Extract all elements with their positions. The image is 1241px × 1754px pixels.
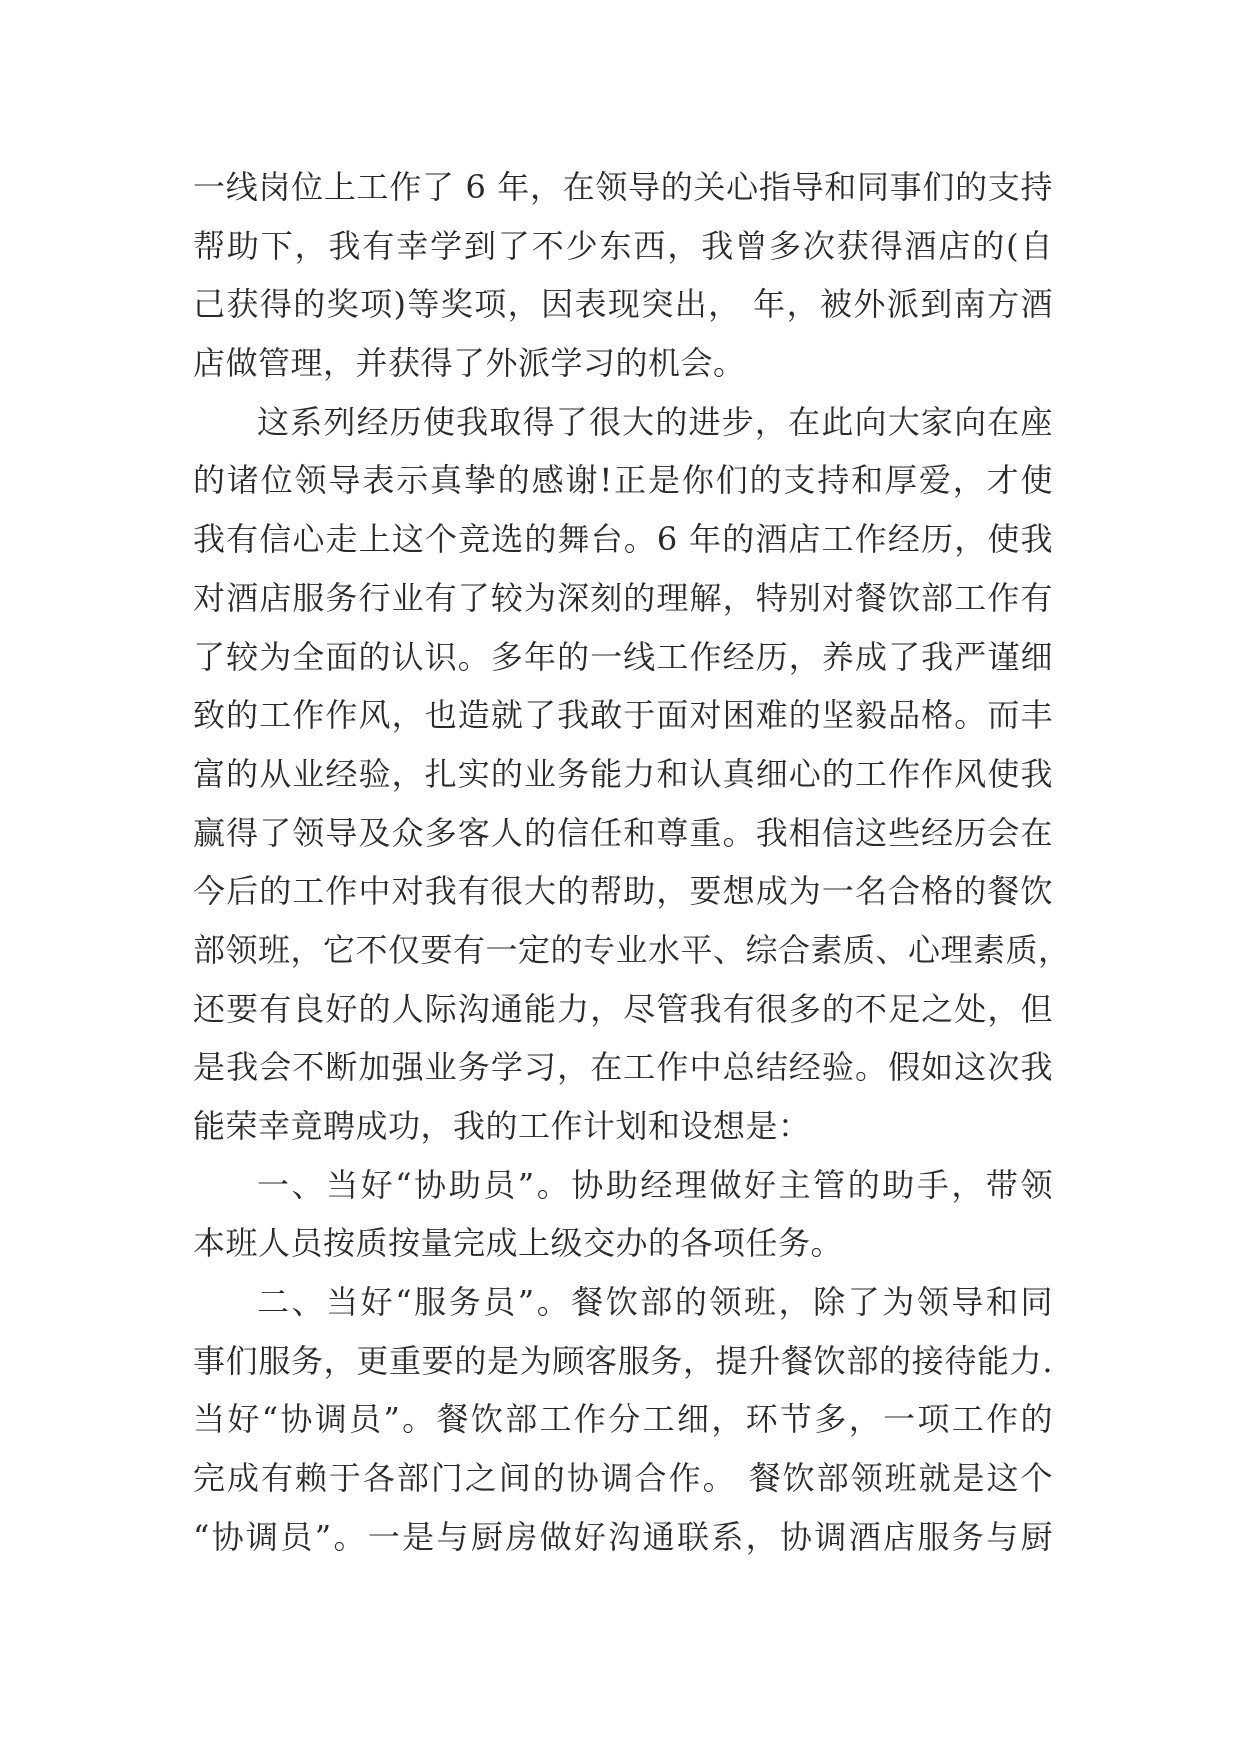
text-line: 富的从业经验，扎实的业务能力和认真细心的工作作风使我 (193, 754, 1053, 793)
text-line: 部领班，它不仅要有一定的专业水平、综合素质、心理素质， (193, 930, 1071, 969)
text-line: 店做管理，并获得了外派学习的机会。 (193, 344, 746, 383)
text-line: 能荣幸竟聘成功，我的工作计划和设想是： (193, 1107, 811, 1145)
text-line: 我有信心走上这个竞选的舞台。6 年的酒店工作经历，使我 (193, 520, 1053, 559)
body-text (193, 158, 1071, 1567)
text-line: 本班人员按质按量完成上级交办的各项任务。 (193, 1224, 844, 1263)
text-line: 帮助下，我有幸学到了不少东西，我曾多次获得酒店的(自 (193, 226, 1053, 265)
text-line: 己获得的奖项)等奖项，因表现突出， 年，被外派到南方酒 (193, 285, 1053, 324)
text-line: 是我会不断加强业务学习，在工作中总结经验。假如这次我 (193, 1048, 1053, 1087)
text-line: 还要有良好的人际沟通能力，尽管我有很多的不足之处，但 (193, 989, 1053, 1028)
text-line: 致的工作作风，也造就了我敢于面对困难的坚毅品格。而丰 (193, 696, 1053, 735)
text-line: 当好“协调员”。餐饮部工作分工细，环节多，一项工作的 (193, 1400, 1053, 1439)
text-line: “协调员”。一是与厨房做好沟通联系，协调酒店服务与厨 (193, 1517, 1053, 1556)
text-line: 这系列经历使我取得了很大的进步，在此向大家向在座 (257, 402, 1053, 441)
text-line: 一线岗位上工作了 6 年，在领导的关心指导和同事们的支持 (193, 168, 1053, 206)
text-line: 完成有赖于各部门之间的协调合作。 餐饮部领班就是这个 (193, 1459, 1053, 1498)
text-line: 的诸位领导表示真挚的感谢!正是你们的支持和厚爱，才使 (193, 461, 1053, 500)
text-line: 对酒店服务行业有了较为深刻的理解，特别对餐饮部工作有 (193, 578, 1053, 617)
text-line: 一、当好“协助员”。协助经理做好主管的助手，带领 (257, 1165, 1053, 1204)
text-line: 二、当好“服务员”。餐饮部的领班，除了为领导和同 (257, 1283, 1053, 1322)
text-line: 了较为全面的认识。多年的一线工作经历，养成了我严谨细 (193, 637, 1053, 676)
text-line: 今后的工作中对我有很大的帮助，要想成为一名合格的餐饮 (193, 872, 1053, 911)
text-line: 赢得了领导及众多客人的信任和尊重。我相信这些经历会在 (193, 813, 1053, 852)
text-line: 事们服务，更重要的是为顾客服务，提升餐饮部的接待能力. (193, 1341, 1053, 1380)
